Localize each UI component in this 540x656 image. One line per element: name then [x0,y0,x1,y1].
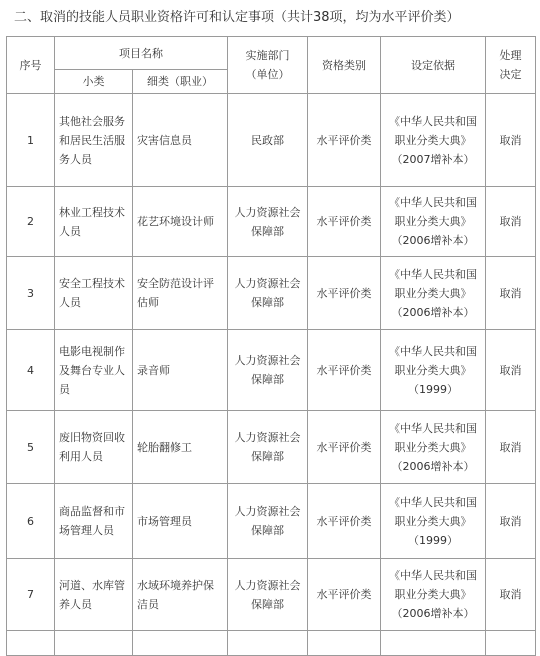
row-subcategory: 其他社会服务和居民生活服务人员 [55,94,133,187]
row-occupation: 市场管理员 [133,484,228,559]
empty-cell [308,631,381,656]
empty-cell [228,631,308,656]
row-occupation: 录音师 [133,330,228,411]
row-basis [381,187,486,257]
row-seq: 6 [7,484,55,559]
row-occupation: 轮胎翻修工 [133,411,228,484]
row-action: 取消 [486,559,536,631]
row-basis-line: 职业分类大典》 [394,363,472,377]
row-subcategory: 废旧物资回收利用人员 [55,411,133,484]
header-action-line1: 处理 [499,49,522,62]
header-dept-line1: 实施部门 [245,49,290,62]
row-seq: 5 [7,411,55,484]
empty-cell [133,631,228,656]
row-basis-line: 《中华人民共和国 [389,196,477,209]
row-occupation: 安全防范设计评估师 [133,257,228,330]
row-basis-line: 职业分类大典》 [394,514,472,528]
row-type: 水平评价类 [308,330,381,411]
empty-cell [7,631,55,656]
row-basis [381,411,486,484]
section-heading: 二、取消的技能人员职业资格许可和认定事项（共计38项，均为水平评价类） [14,10,460,25]
table-body [7,94,536,656]
row-basis-line: 职业分类大典》 [394,440,472,454]
row-type: 水平评价类 [308,257,381,330]
row-subcategory: 林业工程技术人员 [55,187,133,257]
table-row [7,559,536,631]
row-type: 水平评价类 [308,94,381,187]
row-basis-line: 《中华人民共和国 [389,569,477,582]
row-occupation: 花艺环境设计师 [133,187,228,257]
row-type: 水平评价类 [308,559,381,631]
row-department: 人力资源社会保障部 [228,559,308,631]
row-action: 取消 [486,484,536,559]
row-subcategory: 河道、水库管养人员 [55,559,133,631]
row-basis-line: 职业分类大典》 [394,215,472,228]
row-basis-line: 职业分类大典》 [394,588,472,601]
row-basis-line: 《中华人民共和国 [389,495,477,509]
row-seq: 2 [7,187,55,257]
row-basis [381,94,486,187]
header-sub: 小类 [55,70,133,94]
row-seq: 7 [7,559,55,631]
row-department: 人力资源社会保障部 [228,484,308,559]
row-basis-line: 《中华人民共和国 [389,267,477,281]
row-basis-line: （2006增补本） [391,607,475,620]
header-action-line2: 决定 [499,68,522,81]
row-basis [381,330,486,411]
row-department: 人力资源社会保障部 [228,411,308,484]
empty-cell [381,631,486,656]
table-row [7,484,536,559]
row-seq: 4 [7,330,55,411]
row-occupation: 灾害信息员 [133,94,228,187]
row-basis-line: （1999） [408,382,458,396]
row-basis-line: （2006增补本） [391,459,475,473]
row-basis-line: （2006增补本） [391,234,475,247]
header-action [486,37,536,94]
table-row-partial [7,631,536,656]
table-row [7,94,536,187]
row-basis [381,257,486,330]
row-basis-line: 《中华人民共和国 [389,114,477,128]
row-subcategory: 电影电视制作及舞台专业人员 [55,330,133,411]
table-row [7,330,536,411]
empty-cell [55,631,133,656]
header-row [7,37,536,70]
header-type: 资格类别 [308,37,381,94]
row-basis-line: 职业分类大典》 [394,286,472,300]
row-action: 取消 [486,330,536,411]
header-fine: 细类（职业） [133,70,228,94]
row-basis-line: （2006增补本） [391,305,475,319]
row-type: 水平评价类 [308,484,381,559]
table-row [7,257,536,330]
row-type: 水平评价类 [308,411,381,484]
row-subcategory: 安全工程技术人员 [55,257,133,330]
qualification-table [6,36,536,656]
row-basis-line: （1999） [408,533,458,547]
header-seq: 序号 [7,37,55,94]
row-basis-line: 职业分类大典》 [394,133,472,147]
empty-cell [486,631,536,656]
row-action: 取消 [486,94,536,187]
header-basis: 设定依据 [381,37,486,94]
row-basis-line: 《中华人民共和国 [389,421,477,435]
row-seq: 3 [7,257,55,330]
row-department: 人力资源社会保障部 [228,330,308,411]
row-basis-line: 《中华人民共和国 [389,344,477,358]
row-seq: 1 [7,94,55,187]
header-dept-line2: （单位） [245,68,290,81]
row-action: 取消 [486,187,536,257]
row-basis [381,484,486,559]
row-occupation: 水域环境养护保洁员 [133,559,228,631]
row-basis [381,559,486,631]
header-dept [228,37,308,94]
row-type: 水平评价类 [308,187,381,257]
header-project: 项目名称 [55,37,228,70]
row-action: 取消 [486,257,536,330]
table-row [7,187,536,257]
row-department: 民政部 [228,94,308,187]
table-row [7,411,536,484]
row-action: 取消 [486,411,536,484]
row-department: 人力资源社会保障部 [228,187,308,257]
row-department: 人力资源社会保障部 [228,257,308,330]
row-basis-line: （2007增补本） [391,152,475,166]
row-subcategory: 商品监督和市场管理人员 [55,484,133,559]
